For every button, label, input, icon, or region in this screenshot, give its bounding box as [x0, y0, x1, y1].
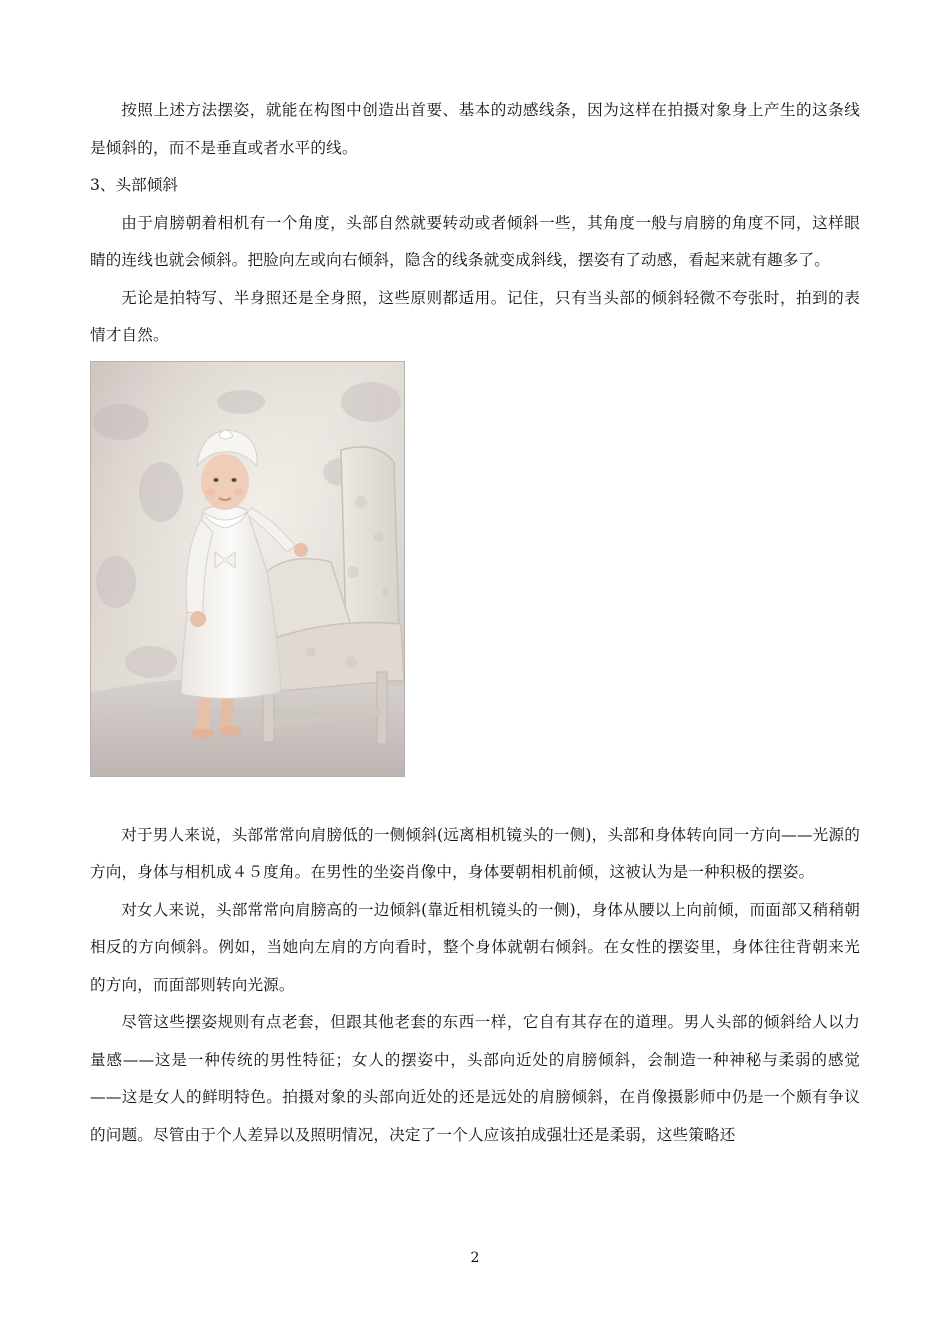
toddler-photo [90, 361, 405, 777]
paragraph-intro: 按照上述方法摆姿，就能在构图中创造出首要、基本的动感线条，因为这样在拍摄对象身上产生的这条线是倾斜的，而不是垂直或者水平的线。 [90, 101, 860, 157]
paragraph-conventions: 尽管这些摆姿规则有点老套，但跟其他老套的东西一样，它自有其存在的道理。男人头部的倾斜给人以力量感——这是一种传统的男性特征；女人的摆姿中，头部向近处的肩膀倾斜，会制造一种神秘与柔弱的感觉——这是女人的鲜明特色。拍摄对象的头部向近处的还是远处的肩膀倾斜，在肖像摄影师中仍是一个颇有争议的问题。尽管由于个人差异以及照明情况，决定了一个人应该拍成强壮还是柔弱，这些策略还 [90, 1013, 860, 1144]
paragraph-head-tilt: 由于肩膀朝着相机有一个角度，头部自然就要转动或者倾斜一些，其角度一般与肩膀的角度不同，这样眼睛的连线也就会倾斜。把脸向左或向右倾斜，隐含的线条就变成斜线，摆姿有了动感，看起来就有趣多了。 [90, 213, 860, 269]
paragraph-women-posing: 对女人来说，头部常常向肩膀高的一边倾斜(靠近相机镜头的一侧)，身体从腰以上向前倾，而面部又稍稍朝相反的方向倾斜。例如，当她向左肩的方向看时，整个身体就朝右倾斜。在女性的摆姿里，身体往往背朝来光的方向，而面部则转向光源。 [90, 900, 860, 994]
section-heading: 3、头部倾斜 [90, 176, 178, 194]
paragraph-principles: 无论是拍特写、半身照还是全身照，这些原则都适用。记住，只有当头部的倾斜轻微不夸张时，拍到的表情才自然。 [90, 288, 860, 344]
document-body [90, 92, 860, 1154]
page-number: 2 [470, 1250, 480, 1266]
toddler-photo-illustration [91, 362, 404, 776]
paragraph-men-posing: 对于男人来说，头部常常向肩膀低的一侧倾斜(远离相机镜头的一侧)，头部和身体转向同一方向——光源的方向，身体与相机成４５度角。在男性的坐姿肖像中，身体要朝相机前倾，这被认为是一种积极的摆姿。 [90, 825, 860, 881]
